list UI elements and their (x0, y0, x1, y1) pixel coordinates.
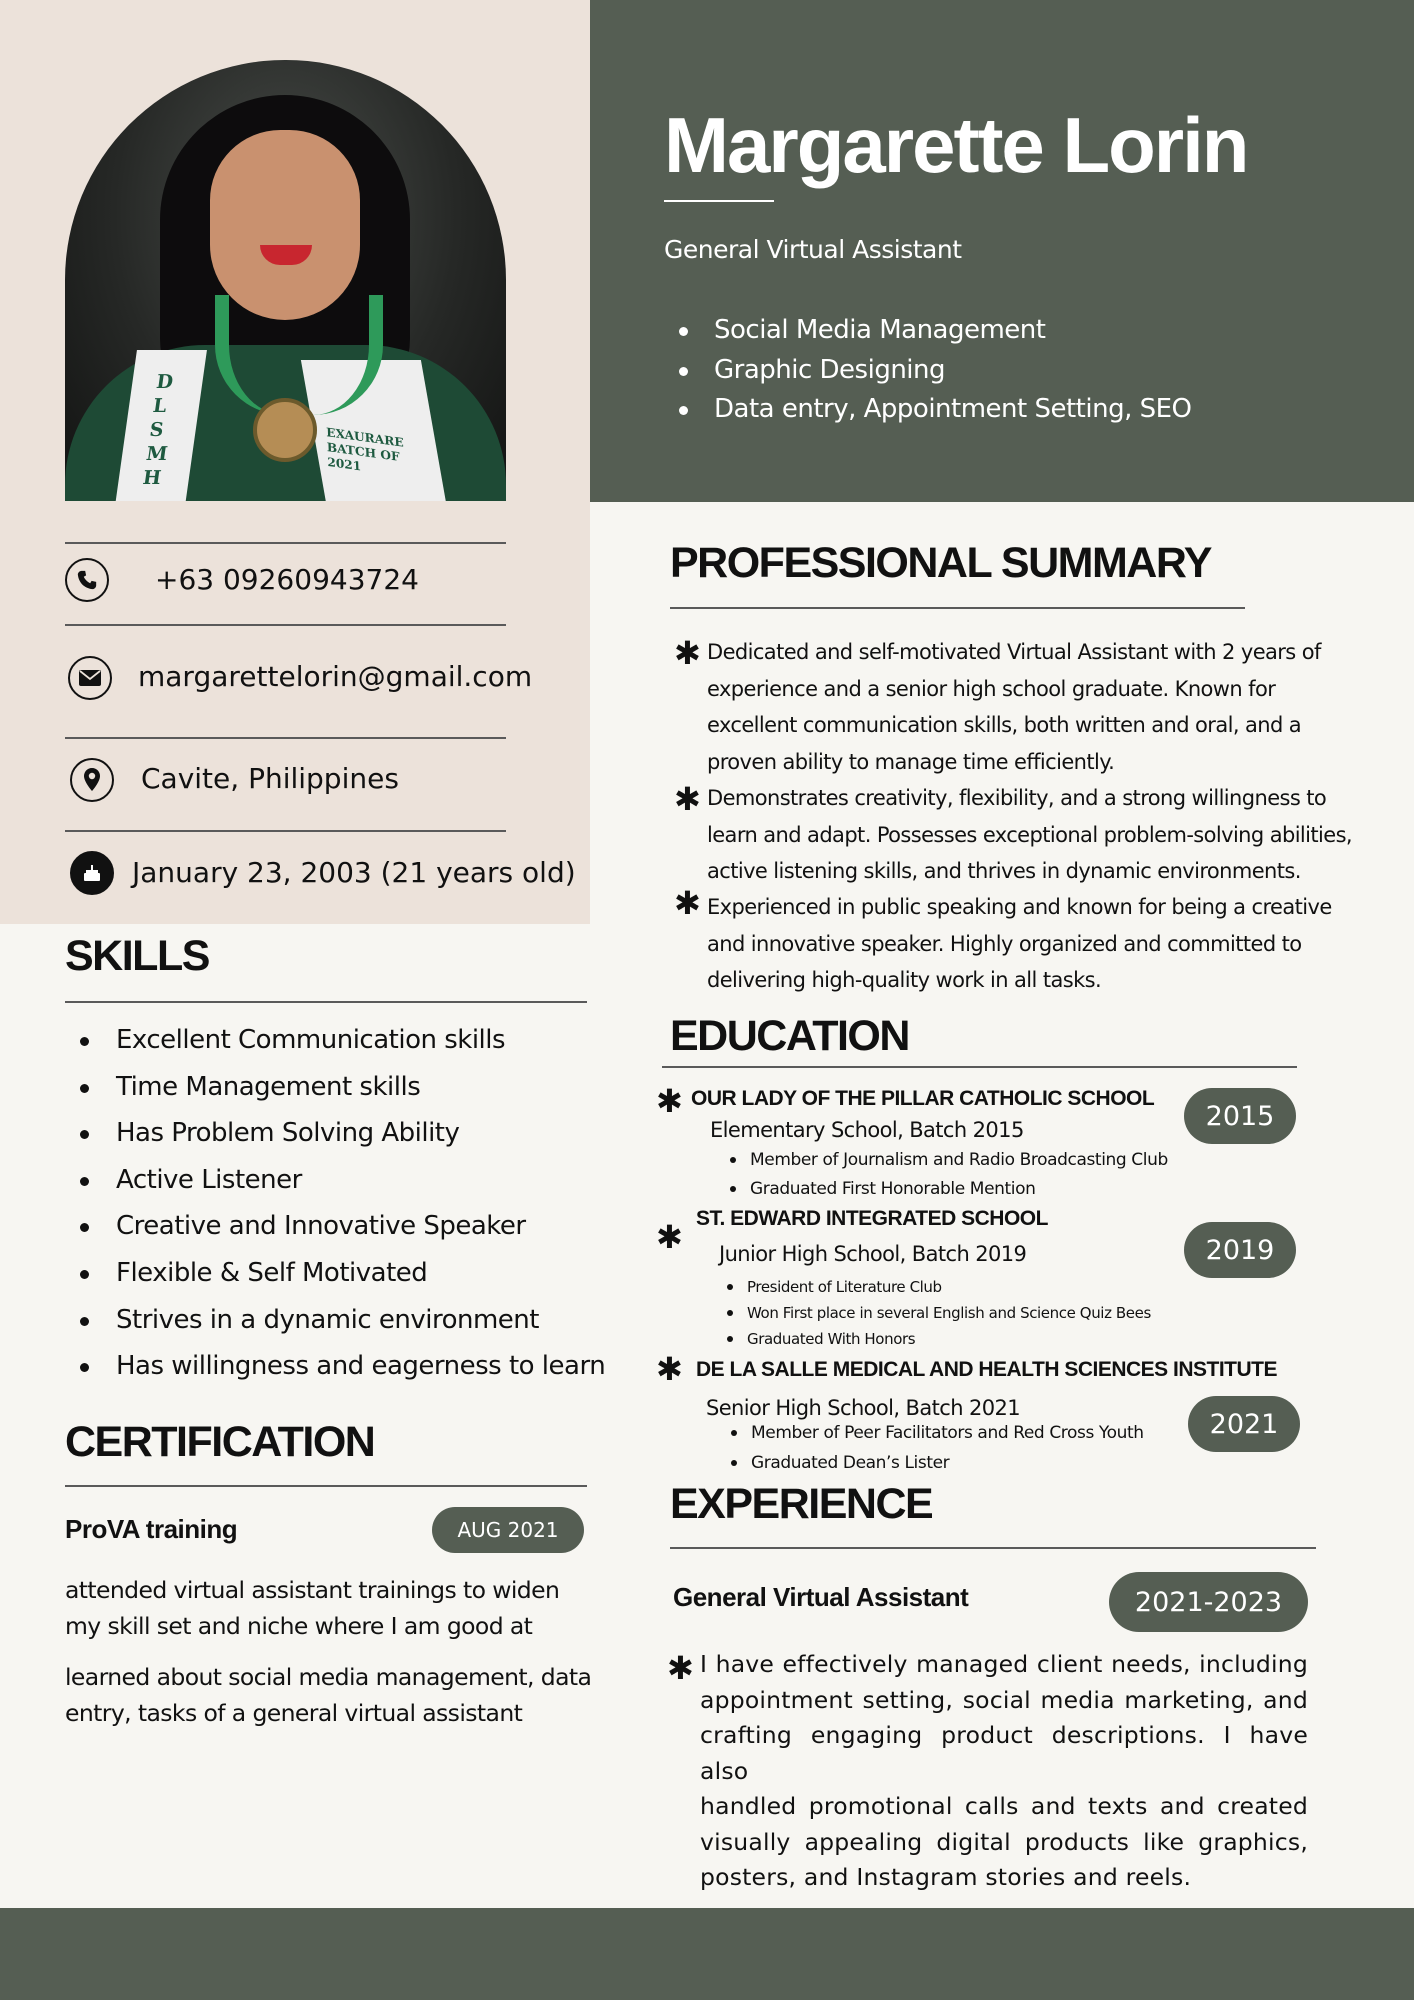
photo-medal (253, 398, 317, 462)
certification-desc-1 (65, 1572, 590, 1644)
summary-line: proven ability to manage time efficiently. (707, 749, 1115, 774)
asterisk-icon: ✱ (674, 780, 701, 818)
summary-item (707, 889, 1357, 999)
summary-line: learn and adapt. Possesses exceptional problem-solving abilities, (707, 822, 1353, 847)
stole-text-right: EXAURARE BATCH OF 2021 (326, 425, 404, 474)
photo-face (210, 130, 360, 320)
skill-item: Active Listener (65, 1157, 605, 1204)
asterisk-icon: ✱ (656, 1218, 683, 1256)
education-heading: EDUCATION (670, 1012, 909, 1060)
asterisk-icon: ✱ (656, 1082, 683, 1120)
footer-band (0, 1908, 1414, 2000)
service-item: Graphic Designing (666, 351, 1192, 391)
education-underline (662, 1066, 1297, 1068)
year-badge: 2019 (1184, 1222, 1296, 1278)
birthday-text: January 23, 2003 (21 years old) (132, 856, 576, 889)
location-pin-icon (70, 758, 114, 802)
name-underline (664, 200, 774, 202)
profile-photo (65, 60, 506, 501)
education-detail: Graduated With Honors (747, 1330, 916, 1348)
email-address[interactable]: margarettelorin@gmail.com (138, 660, 533, 693)
experience-period-badge: 2021-2023 (1109, 1572, 1308, 1632)
education-detail: Graduated Dean’s Lister (751, 1453, 950, 1473)
certification-underline (65, 1485, 587, 1487)
skill-item: Strives in a dynamic environment (65, 1297, 605, 1344)
phone-icon (65, 558, 109, 602)
certification-desc-2 (65, 1659, 590, 1731)
skill-item: Excellent Communication skills (65, 1017, 605, 1064)
contact-divider (65, 542, 506, 544)
education-detail: Won First place in several English and Science Quiz Bees (747, 1304, 1151, 1322)
education-detail: Graduated First Honorable Mention (750, 1179, 1036, 1199)
experience-underline (670, 1547, 1316, 1549)
certification-heading: CERTIFICATION (65, 1418, 375, 1466)
certification-title: ProVA training (65, 1514, 238, 1544)
experience-line: posters, and Instagram stories and reels. (700, 1863, 1192, 1891)
summary-line: and innovative speaker. Highly organized and committed to (707, 931, 1302, 956)
experience-line: appointment setting, social media marketing, and (700, 1685, 1308, 1714)
summary-heading: PROFESSIONAL SUMMARY (670, 539, 1211, 587)
summary-line: active listening skills, and thrives in dynamic environments. (707, 859, 1301, 883)
summary-line: Experienced in public speaking and known for being a creative (707, 895, 1332, 919)
certification-desc-2-line-2: entry, tasks of a general virtual assistant (65, 1699, 523, 1727)
summary-line: Demonstrates creativity, flexibility, and a strong willingness to (707, 786, 1327, 810)
summary-item (707, 780, 1357, 890)
service-item: Social Media Management (666, 311, 1192, 351)
summary-line: excellent communication skills, both written and oral, and a (707, 713, 1302, 737)
certification-desc-1-line-1: attended virtual assistant trainings to widen (65, 1576, 560, 1604)
contact-divider (65, 624, 506, 626)
job-title: General Virtual Assistant (664, 235, 962, 264)
skill-item: Creative and Innovative Speaker (65, 1203, 605, 1250)
summary-line: experience and a senior high school graduate. Known for (707, 676, 1276, 701)
experience-description (700, 1647, 1308, 1896)
skill-item: Time Management skills (65, 1064, 605, 1111)
experience-heading: EXPERIENCE (670, 1480, 933, 1528)
certification-date-badge: AUG 2021 (432, 1507, 584, 1553)
school-level: Elementary School, Batch 2015 (710, 1118, 1024, 1142)
summary-item (707, 634, 1357, 780)
experience-line: handled promotional calls and texts and created (700, 1792, 1308, 1820)
asterisk-icon: ✱ (656, 1350, 683, 1388)
stole-text-left: DLSMH (141, 371, 175, 489)
skills-underline (65, 1001, 587, 1003)
contact-divider (65, 737, 506, 739)
asterisk-icon: ✱ (667, 1649, 694, 1687)
school-name: DE LA SALLE MEDICAL AND HEALTH SCIENCES INSTITUTE (696, 1358, 1278, 1381)
experience-line: I have effectively managed client needs, including (700, 1650, 1308, 1678)
school-level: Senior High School, Batch 2021 (706, 1396, 1021, 1420)
summary-underline (670, 607, 1245, 609)
summary-line: delivering high-quality work in all tasks. (707, 968, 1102, 992)
skills-list (65, 1017, 605, 1390)
skill-item: Flexible & Self Motivated (65, 1250, 605, 1297)
service-item: Data entry, Appointment Setting, SEO (666, 390, 1192, 430)
education-detail: Member of Peer Facilitators and Red Cross Youth (751, 1423, 1144, 1443)
certification-desc-2-line-1: learned about social media management, data (65, 1663, 592, 1691)
year-badge: 2021 (1188, 1396, 1300, 1452)
skills-heading: SKILLS (65, 932, 209, 980)
experience-title: General Virtual Assistant (673, 1582, 969, 1612)
school-level: Junior High School, Batch 2019 (719, 1242, 1027, 1266)
education-detail: Member of Journalism and Radio Broadcasting Club (750, 1150, 1168, 1170)
asterisk-icon: ✱ (674, 884, 701, 922)
asterisk-icon: ✱ (674, 634, 701, 672)
school-name: OUR LADY OF THE PILLAR CATHOLIC SCHOOL (691, 1087, 1155, 1110)
school-name: ST. EDWARD INTEGRATED SCHOOL (696, 1207, 1048, 1230)
certification-desc-1-line-2: my skill set and niche where I am good at (65, 1612, 533, 1640)
birthday-cake-icon (70, 851, 114, 895)
experience-line: visually appealing digital products like graphics, (700, 1827, 1308, 1856)
experience-line: crafting engaging product descriptions. I have also (700, 1721, 1308, 1785)
summary-line: Dedicated and self-motivated Virtual Assistant with 2 years of (707, 640, 1321, 664)
services-list (666, 311, 1192, 430)
year-badge: 2015 (1184, 1088, 1296, 1144)
full-name: Margarette Lorin (664, 101, 1248, 189)
skill-item: Has willingness and eagerness to learn (65, 1343, 605, 1390)
skill-item: Has Problem Solving Ability (65, 1110, 605, 1157)
education-detail: President of Literature Club (747, 1278, 942, 1296)
contact-divider (65, 830, 506, 832)
photo-medal-ribbon (215, 295, 383, 415)
phone-number[interactable]: +63 09260943724 (155, 563, 419, 596)
location-text: Cavite, Philippines (141, 762, 399, 795)
mail-icon (68, 656, 112, 700)
